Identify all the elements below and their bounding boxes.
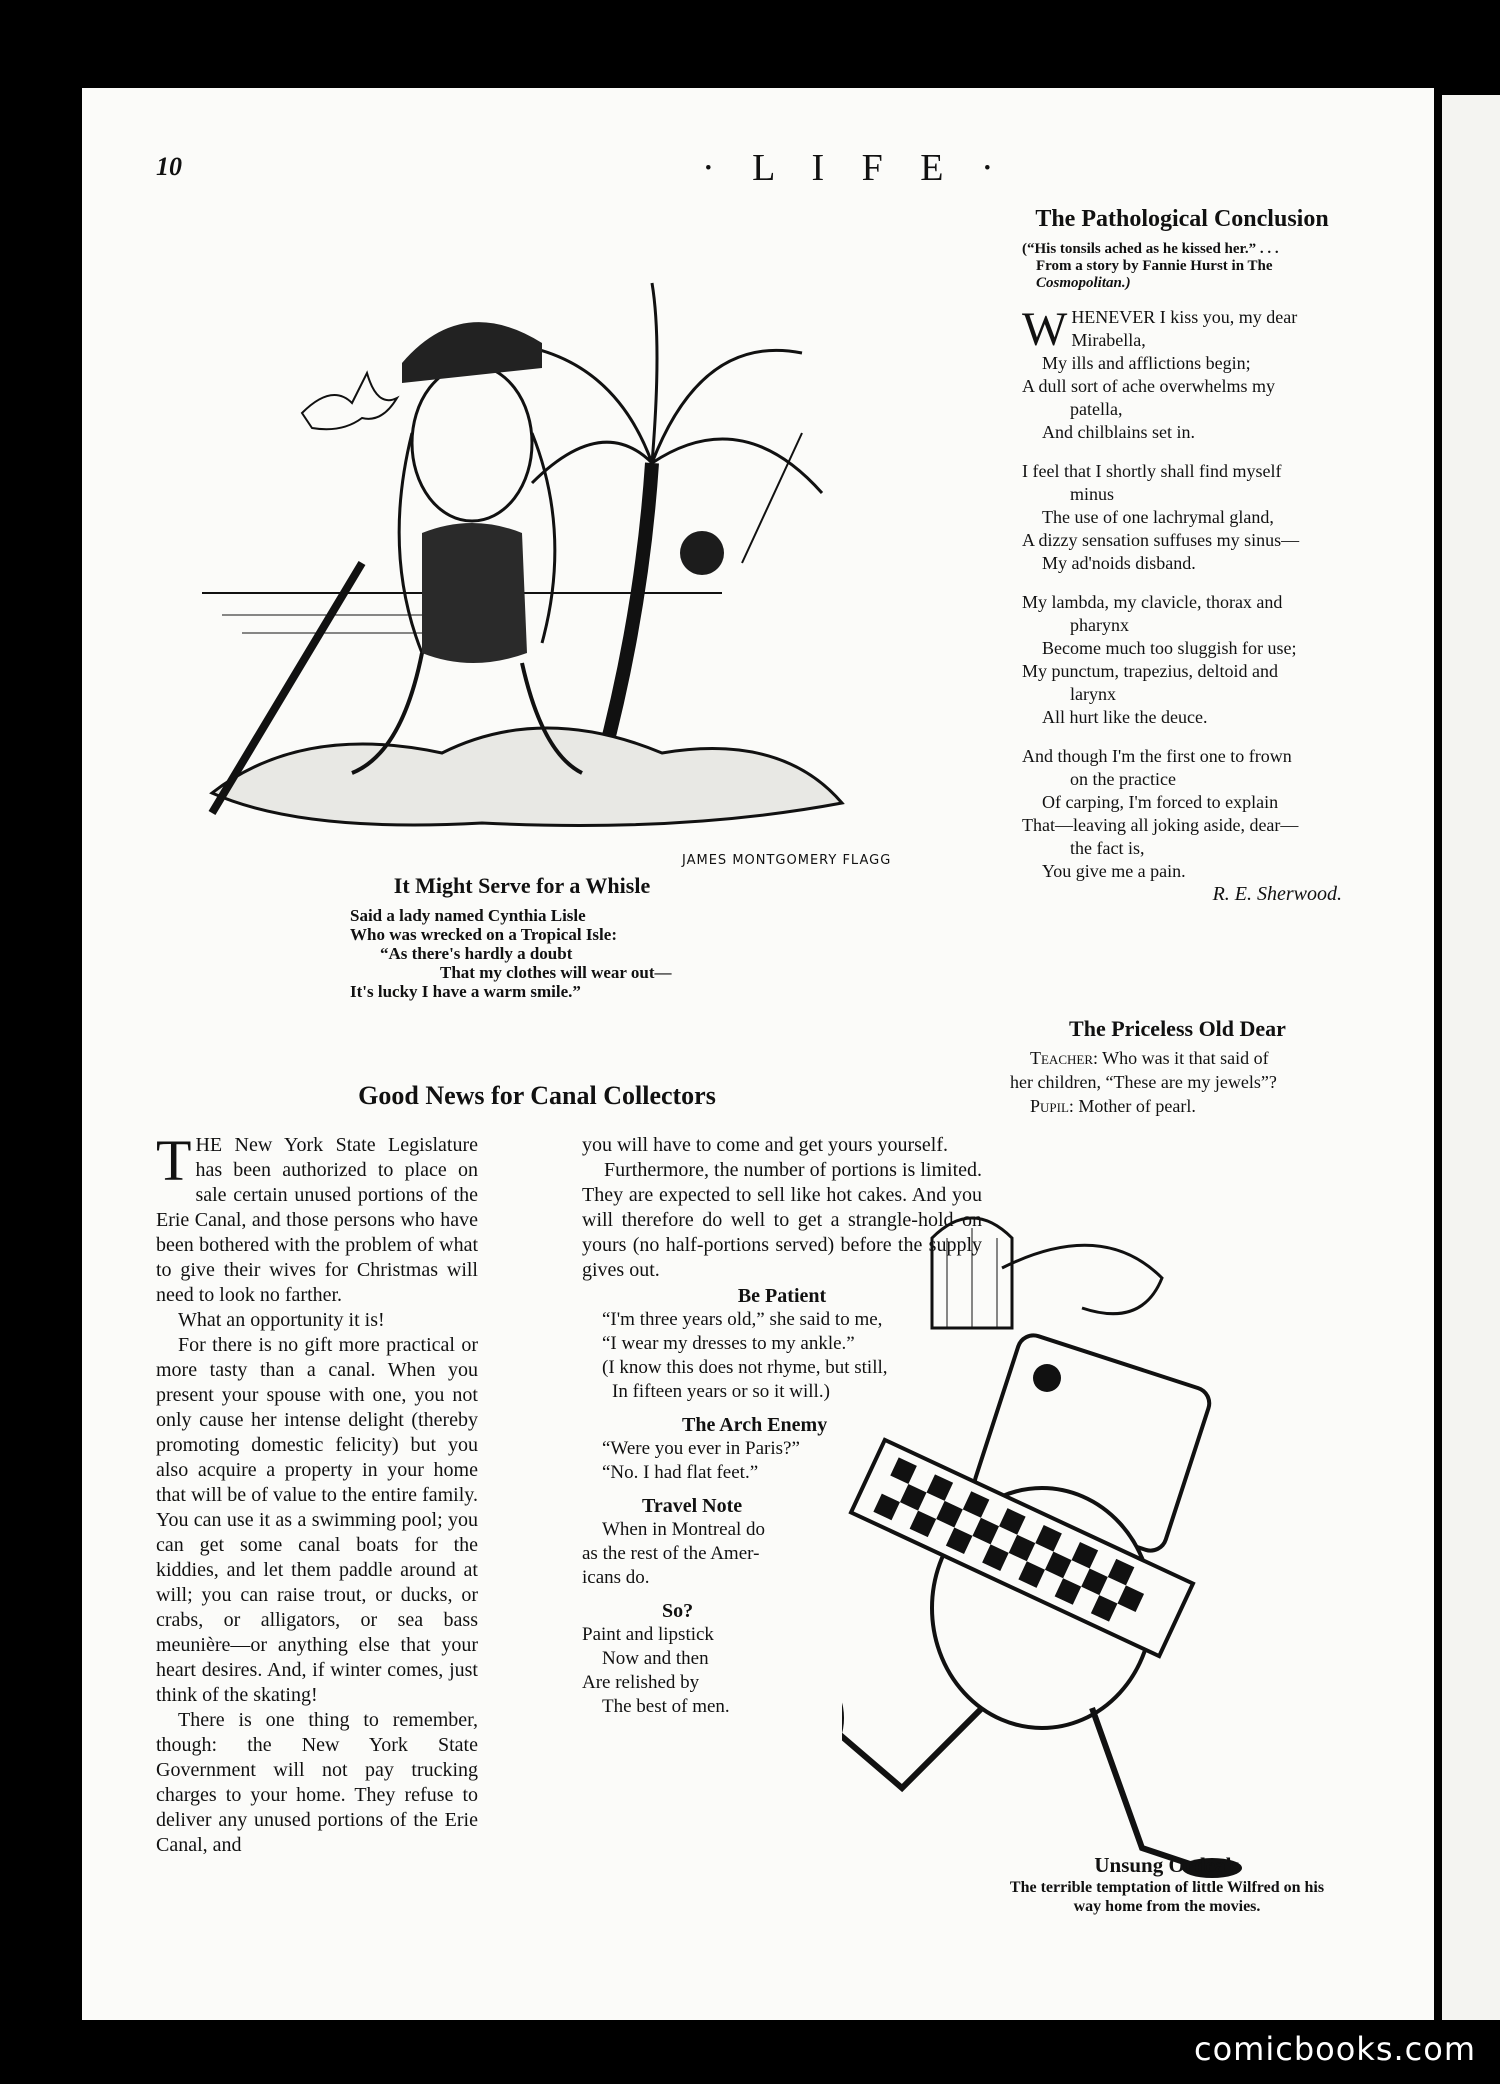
article-paragraph: Furthermore, the number of portions is limited. They are expected to sell like hot cakes. And you will therefore do well to get a strangle-hold on yours (no half-portions served) before the supply gives out. [582,1159,982,1281]
article-paragraph: What an opportunity it is! [178,1309,385,1331]
poem-line: the fact is, [1070,838,1145,858]
poem-author: R. E. Sherwood. [1212,883,1342,905]
masthead: · L I F E · [702,147,1008,189]
joke-line: Are relished by [582,1672,700,1693]
joke-line: “Were you ever in Paris?” [602,1438,800,1459]
joke-line: (I know this does not rhyme, but still, [602,1357,888,1378]
poem-line: All hurt like the deuce. [1042,707,1208,727]
epigraph-line: Cosmopolitan.) [1036,275,1131,291]
joke-line: Who was it that said of [1098,1048,1269,1068]
joke-line: as the rest of the Amer- [582,1543,760,1564]
joke-line: Mother of pearl. [1073,1096,1196,1116]
joke-body [1010,1046,1345,1118]
speaker-label: Teacher: [1030,1048,1098,1068]
cartoon2-caption [987,1853,1347,1916]
artist-signature: JAMES MONTGOMERY FLAGG [682,853,892,868]
joke-title: The Arch Enemy [682,1414,828,1436]
poem-line: minus [1070,484,1115,504]
poem-line: Of carping, I'm forced to explain [1042,792,1279,812]
poem-line: on the practice [1070,769,1176,789]
poem-line: patella, [1070,399,1123,419]
joke-line: In fifteen years or so it will.) [612,1381,830,1402]
drop-cap: W [1022,303,1068,356]
magazine-page [82,88,1434,2020]
joke-line: her children, “These are my jewels”? [1010,1072,1277,1092]
epigraph-line: From a story by Fannie Hurst in The [1036,258,1273,274]
joke-priceless [1010,1016,1345,1118]
poem-line: Mirabella, [1071,330,1146,350]
article-paragraph: There is one thing to remember, though: the New York State Government will not pay trucking charges to your home. They refuse to deliver any unused portions of the Erie Canal, and [156,1709,478,1856]
poem-line: My ad'noids disband. [1042,553,1196,573]
poem-title: The Pathological Conclusion [1035,206,1329,232]
article-paragraph: For there is no gift more practical or more tasty than a canal. When you present your spouse with one, you not only cause her intense delight (thereby promoting domestic felicity) but you also acquire a property in your home that will be of value to the entire family. You can use it as a swimming pool; you can get some canal boats for the kiddies, and let them paddle around at will; you can raise trout, or ducks, or crabs, or alligators, or sea bass meunière—or anything else that your heart desires. And, if winter comes, just think of the skating! [156,1334,478,1706]
next-page-edge [1442,95,1500,2020]
article-paragraph: you will have to come and get yours yourself. [582,1134,949,1156]
article-title: Good News for Canal Collectors [358,1081,716,1110]
joke-line: “I wear my dresses to my ankle.” [602,1333,855,1354]
epigraph-line: (“His tonsils ached as he kissed her.” . . . [1022,241,1279,257]
joke-title: The Priceless Old Dear [1069,1016,1286,1041]
verse-line: “As there's hardly a doubt [380,944,573,963]
caption-line: The terrible temptation of little Wilfred on his [1009,1879,1325,1896]
verse-line: Who was wrecked on a Tropical Isle: [350,925,617,944]
poem-body [1022,303,1342,906]
article-paragraph [156,1128,478,1308]
joke-line: The best of men. [602,1696,730,1717]
article-column-1 [156,1128,478,1858]
cartoon2-title: Unsung Ordeals [1094,1853,1240,1877]
poem-line: My ills and afflictions begin; [1042,353,1251,373]
poem-line: My punctum, trapezius, deltoid and [1022,661,1278,681]
joke-title: Travel Note [642,1495,743,1517]
cartoon-illustration-porter [842,1208,1372,1888]
poem-line: The use of one lachrymal gland, [1042,507,1274,527]
poem-line: I feel that I shortly shall find myself [1022,461,1282,481]
poem-line: And though I'm the first one to frown [1022,746,1292,766]
poem-line: A dizzy sensation suffuses my sinus— [1022,530,1300,550]
caption-line: way home from the movies. [1073,1898,1261,1915]
cartoon1-title: It Might Serve for a Whisle [393,873,651,898]
poem-line: A dull sort of ache overwhelms my [1022,376,1275,396]
joke-line: Now and then [602,1648,709,1669]
site-watermark: comicbooks.com [1193,2030,1476,2068]
speaker-label: Pupil: [1030,1096,1074,1116]
verse-line: It's lucky I have a warm smile.” [350,982,581,1001]
joke-title: Be Patient [737,1285,827,1307]
joke-line: icans do. [582,1567,650,1588]
poem-pathological [1022,206,1342,906]
page-number: 10 [156,152,182,181]
poem-line: Become much too sluggish for use; [1042,638,1297,658]
drop-cap: T [156,1128,192,1193]
joke-line: Paint and lipstick [582,1624,714,1645]
poem-line: My lambda, my clavicle, thorax and [1022,592,1283,612]
cartoon1-verse [350,906,750,1001]
poem-line: larynx [1070,684,1116,704]
poem-line: That—leaving all joking aside, dear— [1022,815,1299,835]
poem-line: HENEVER I kiss you, my dear [1071,307,1298,327]
poem-epigraph [1022,241,1342,292]
paragraph-text: HE New York State Legislature has been authorized to place on sale certain unused portions of the Erie Canal, and those persons who have been bothered with the problem of what to give their wives for Christmas will need to look no farther. [156,1134,478,1306]
joke-title: So? [662,1600,694,1622]
verse-line: That my clothes will wear out— [440,963,672,982]
joke-line: “I'm three years old,” she said to me, [602,1309,883,1330]
poem-line: You give me a pain. [1042,861,1186,881]
poem-line: pharynx [1070,615,1129,635]
joke-line: When in Montreal do [602,1519,766,1540]
poem-line: And chilblains set in. [1042,422,1195,442]
verse-line: Said a lady named Cynthia Lisle [350,906,586,925]
joke-line: “No. I had flat feet.” [602,1462,759,1483]
